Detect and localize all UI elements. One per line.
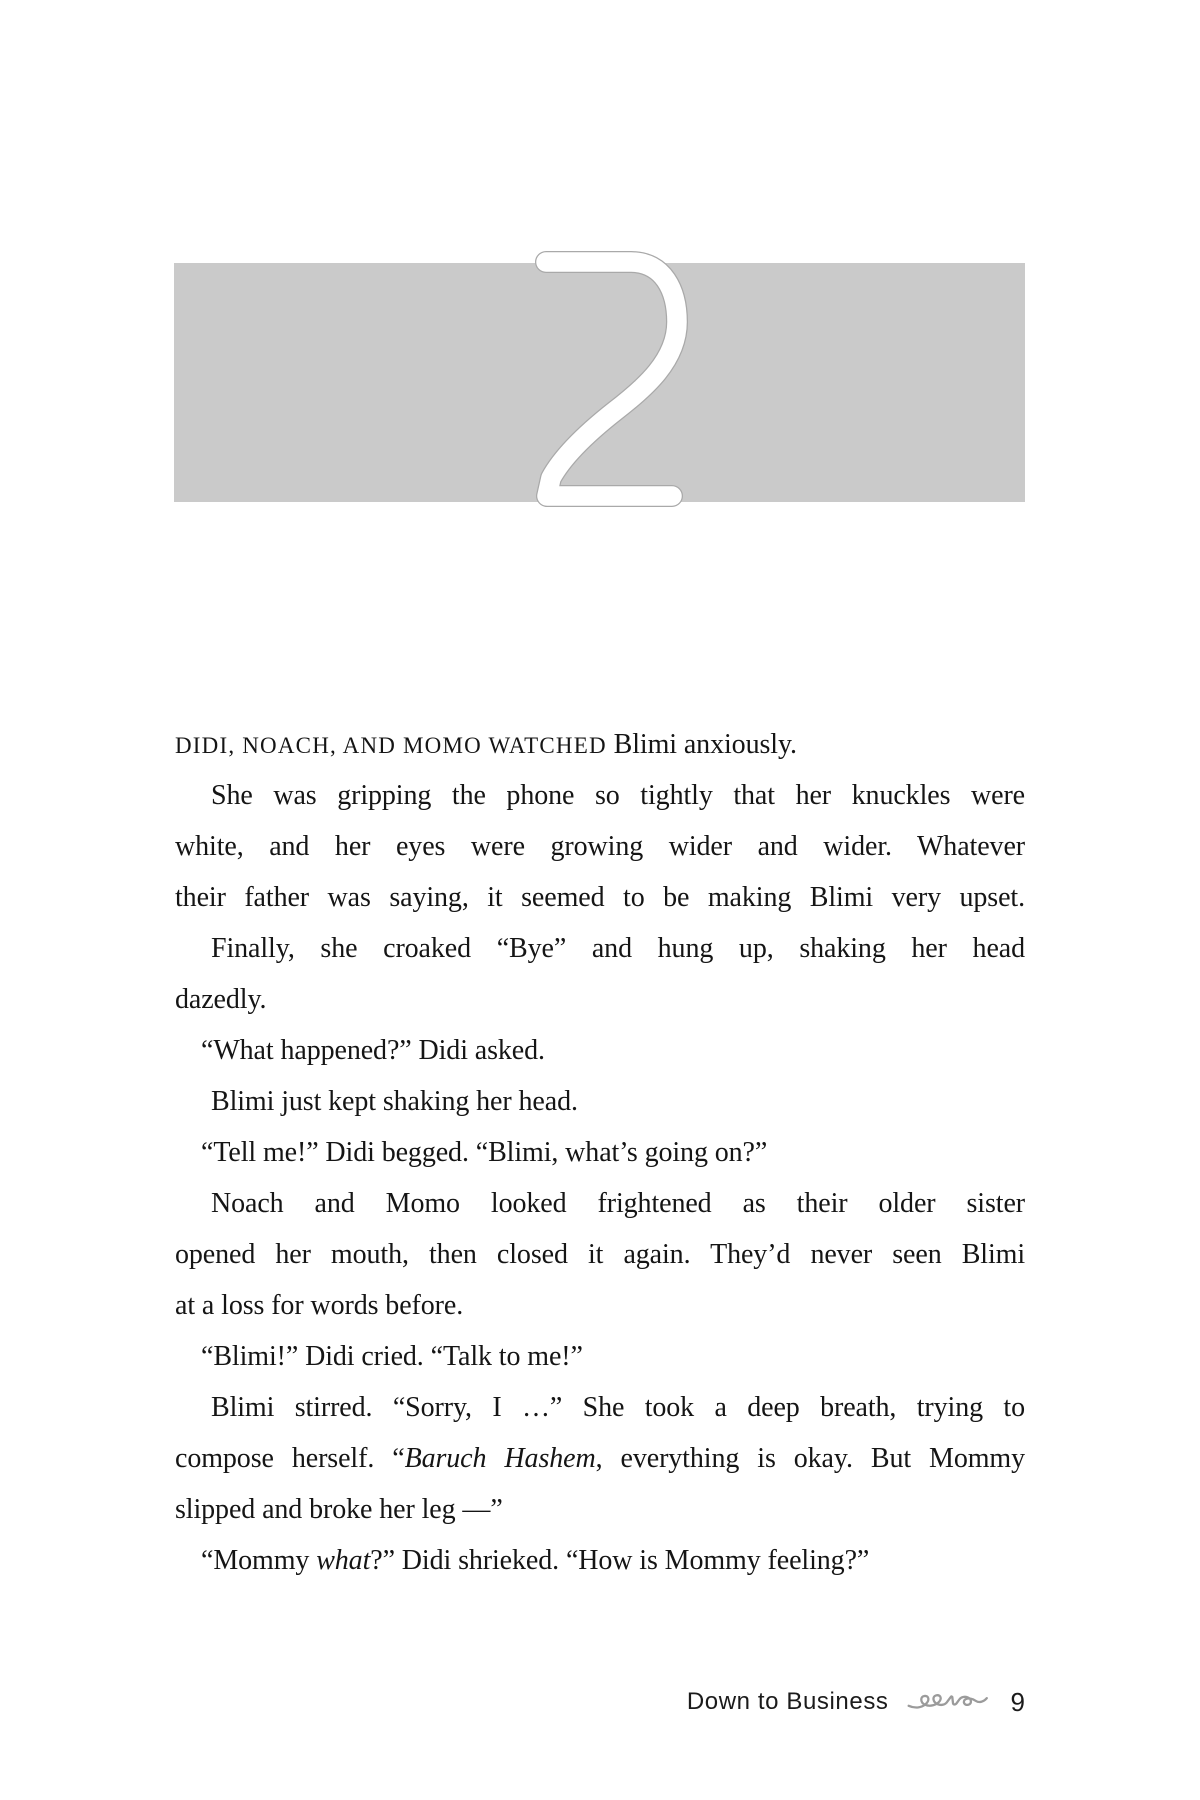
text-line: at a loss for words before.	[175, 1290, 464, 1321]
text-line: compose herself. “Baruch Hashem, everything is okay. But Mommy	[175, 1443, 1025, 1474]
text-line: “What happened?” Didi asked.	[201, 1035, 545, 1066]
text-line: opened her mouth, then closed it again. They’d never seen Blimi	[175, 1239, 1025, 1270]
text-line: “Mommy what?” Didi shrieked. “How is Mommy feeling?”	[201, 1545, 870, 1576]
paragraph	[175, 923, 1025, 1025]
text-line: “Blimi!” Didi cried. “Talk to me!”	[201, 1341, 583, 1372]
italic-text: what	[316, 1545, 371, 1576]
text-line: DIDI, NOACH, AND MOMO WATCHED Blimi anxiously.	[175, 729, 797, 760]
paragraph	[175, 770, 1025, 923]
text-line: “Tell me!” Didi begged. “Blimi, what’s going on?”	[201, 1137, 768, 1168]
chapter-number	[0, 0, 1, 1]
text-line: their father was saying, it seemed to be making Blimi very upset.	[175, 882, 1025, 913]
text-line: white, and her eyes were growing wider and wider. Whatever	[175, 831, 1025, 862]
text-line: Noach and Momo looked frightened as their older sister	[211, 1188, 1025, 1219]
text-line: Blimi just kept shaking her head.	[211, 1086, 578, 1117]
paragraph	[175, 1178, 1025, 1331]
text-line: slipped and broke her leg —”	[175, 1494, 503, 1525]
text-line: She was gripping the phone so tightly that her knuckles were	[211, 780, 1025, 811]
paragraph	[175, 719, 1025, 770]
chapter-number-glyph	[546, 262, 677, 496]
footer-chapter-title: Down to Business	[686, 1688, 889, 1715]
text-line: dazedly.	[175, 984, 267, 1015]
text-line: Finally, she croaked “Bye” and hung up, shaking her head	[211, 933, 1025, 964]
paragraph	[175, 1535, 1025, 1586]
paragraph	[175, 1076, 1025, 1127]
italic-text: Baruch Hashem	[404, 1443, 596, 1474]
scribble-flourish-icon	[907, 1688, 989, 1716]
paragraph	[175, 1331, 1025, 1382]
running-footer	[175, 1682, 1025, 1722]
small-caps-opening: DIDI, NOACH, AND MOMO WATCHED	[175, 733, 607, 758]
text-line: Blimi stirred. “Sorry, I …” She took a deep breath, trying to	[211, 1392, 1025, 1423]
body-text	[175, 719, 1025, 1586]
paragraph	[175, 1025, 1025, 1076]
paragraph	[175, 1127, 1025, 1178]
chapter-number-figure	[527, 250, 697, 512]
page-number: 9	[1010, 1686, 1025, 1717]
paragraph	[175, 1382, 1025, 1535]
